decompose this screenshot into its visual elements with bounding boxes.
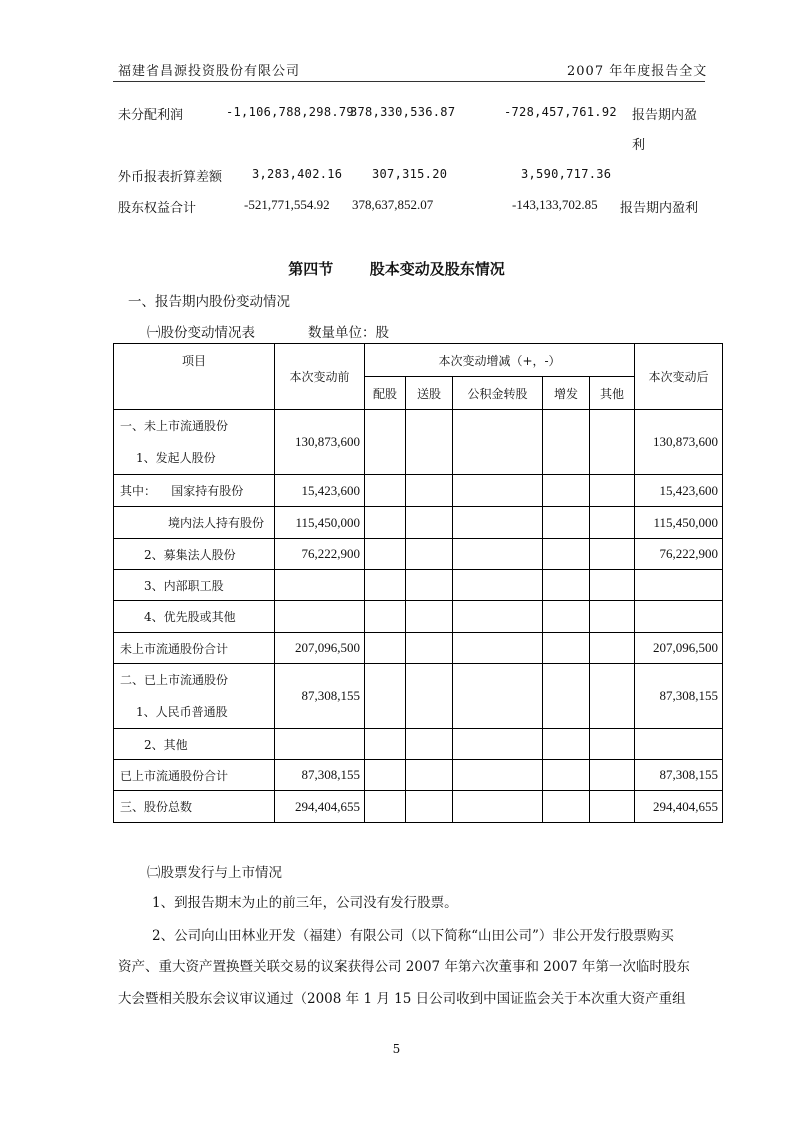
row-before: 87,308,155: [275, 760, 365, 791]
header-company: 福建省昌源投资股份有限公司: [118, 64, 301, 79]
row-before: [275, 601, 365, 633]
share-change-table: [113, 343, 723, 823]
table-row: [114, 633, 723, 664]
section-title: 股本变动及股东情况: [369, 260, 505, 278]
header-bonus-shares: 送股: [406, 377, 453, 410]
row-label: 已上市流通股份合计: [114, 760, 275, 791]
paragraph-line: 2、公司向山田林业开发（福建）有限公司（以下简称“山田公司”）非公开发行股票购买: [152, 928, 674, 944]
row-before: [275, 729, 365, 760]
header-report-title: 2007 年年度报告全文: [567, 64, 708, 79]
equity-value: 307,315.20: [372, 167, 448, 181]
row-label: 2、其他: [114, 729, 275, 760]
equity-note: 报告期内盈: [632, 108, 698, 123]
row-after: 207,096,500: [635, 633, 723, 664]
row-label: 境内法人持有股份: [114, 507, 275, 539]
equity-note: 利: [632, 138, 646, 153]
section-number: 第四节: [288, 260, 334, 278]
section-heading: [0, 258, 793, 279]
equity-label: 股东权益合计: [118, 201, 197, 216]
paragraph-line: 资产、重大资产置换暨关联交易的议案获得公司 2007 年第六次董事和 2007 年第一次临时股东: [118, 959, 690, 975]
equity-value: -1,106,788,298.79: [226, 105, 354, 119]
row-before: 87,308,155: [275, 664, 365, 729]
row-after: 294,404,655: [635, 791, 723, 823]
row-after: [635, 729, 723, 760]
header-before: 本次变动前: [275, 344, 365, 410]
row-before: 76,222,900: [275, 539, 365, 570]
header-item: 项目: [114, 344, 275, 410]
row-label: 4、优先股或其他: [114, 601, 275, 633]
row-before: 130,873,600: [275, 410, 365, 475]
subsection-heading: 一、报告期内股份变动情况: [128, 294, 290, 310]
row-label: 一、未上市流通股份 1、发起人股份: [114, 410, 275, 475]
row-label: 2、募集法人股份: [114, 539, 275, 570]
row-after: 15,423,600: [635, 475, 723, 507]
row-before: [275, 570, 365, 601]
row-label: 未上市流通股份合计: [114, 633, 275, 664]
table-row: [114, 601, 723, 633]
header-rights-issue: 配股: [365, 377, 406, 410]
paragraph-line: 大会暨相关股东会议审议通过（2008 年 1 月 15 日公司收到中国证监会关于本次重大资产重组: [118, 991, 686, 1007]
row-before: 294,404,655: [275, 791, 365, 823]
header-additional-issue: 增发: [543, 377, 590, 410]
table-row: [114, 791, 723, 823]
page-number: 5: [392, 1042, 401, 1056]
row-after: 130,873,600: [635, 410, 723, 475]
row-label: 3、内部职工股: [114, 570, 275, 601]
row-after: 115,450,000: [635, 507, 723, 539]
header-change: 本次变动增减（+，-）: [365, 344, 635, 377]
row-before: 115,450,000: [275, 507, 365, 539]
table-title: ㈠股份变动情况表: [147, 325, 255, 341]
header-after: 本次变动后: [635, 344, 723, 410]
row-after: 87,308,155: [635, 664, 723, 729]
table-row: [114, 410, 723, 475]
row-before: 207,096,500: [275, 633, 365, 664]
equity-value: -521,771,554.92: [244, 197, 330, 212]
row-after: [635, 570, 723, 601]
row-after: [635, 601, 723, 633]
equity-note: 报告期内盈利: [620, 201, 699, 216]
row-label: 三、股份总数: [114, 791, 275, 823]
equity-value: 3,590,717.36: [521, 167, 612, 181]
table-row: [114, 570, 723, 601]
table-row: [114, 539, 723, 570]
equity-label: 未分配利润: [118, 108, 184, 123]
subsection-heading: ㈡股票发行与上市情况: [147, 865, 282, 881]
row-after: 87,308,155: [635, 760, 723, 791]
equity-value: 378,637,852.07: [352, 197, 434, 212]
equity-value: -728,457,761.92: [504, 105, 617, 119]
paragraph: 1、到报告期末为止的前三年，公司没有发行股票。: [152, 895, 458, 911]
equity-value: 3,283,402.16: [252, 167, 343, 181]
header-divider: [113, 81, 705, 82]
equity-value: 378,330,536.87: [350, 105, 456, 119]
table-row: [114, 664, 723, 729]
row-label: 其中： 国家持有股份: [114, 475, 275, 507]
table-unit: 数量单位：股: [308, 325, 389, 341]
table-row: [114, 760, 723, 791]
equity-value: -143,133,702.85: [512, 197, 598, 212]
header-capital-reserve: 公积金转股: [453, 377, 543, 410]
table-row: [114, 475, 723, 507]
row-label: 二、已上市流通股份 1、人民币普通股: [114, 664, 275, 729]
table-row: [114, 507, 723, 539]
row-before: 15,423,600: [275, 475, 365, 507]
table-row: [114, 729, 723, 760]
header-other: 其他: [590, 377, 635, 410]
equity-label: 外币报表折算差额: [118, 170, 223, 185]
row-after: 76,222,900: [635, 539, 723, 570]
